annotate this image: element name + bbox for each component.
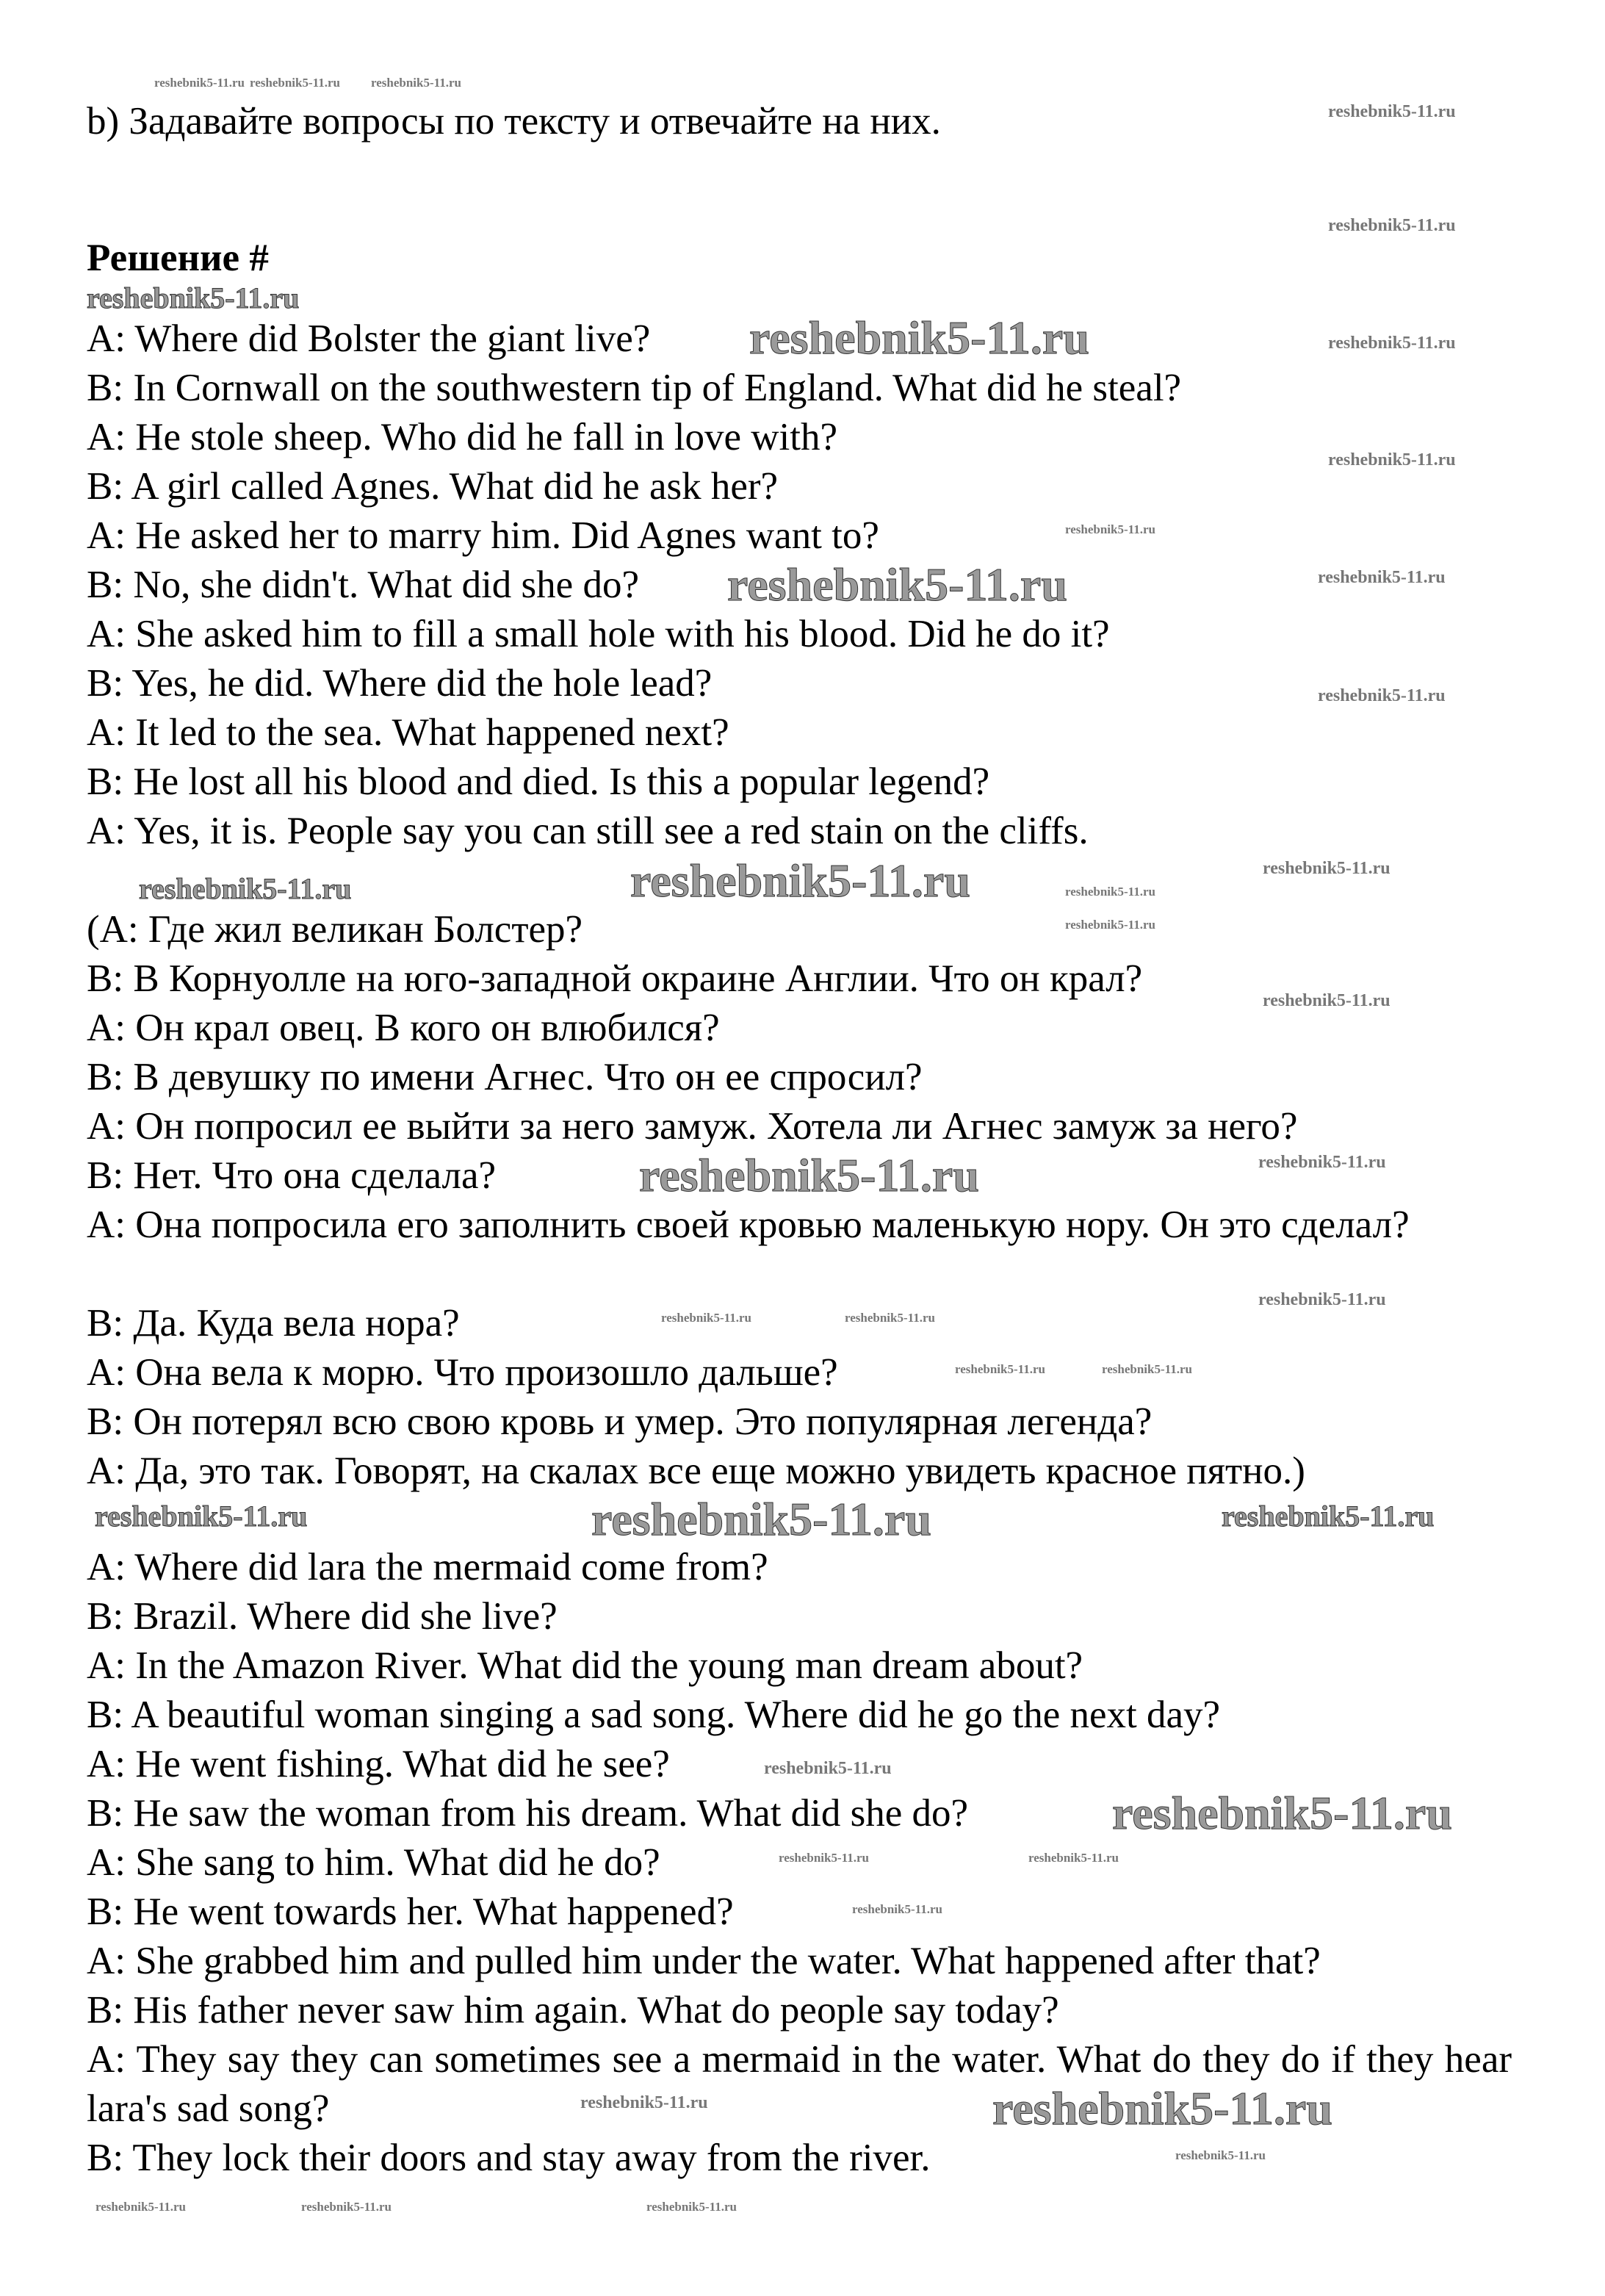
dialogue-line: В: Нет. Что она сделала?: [87, 1154, 497, 1197]
dialogue-line: A: Where did Bolster the giant live?: [87, 317, 651, 360]
dialogue-line: A: Yes, it is. People say you can still see a red stain on the cliffs.: [87, 810, 1089, 852]
dialogue-line: А: Да, это так. Говорят, на скалах все еще можно увидеть красное пятно.): [87, 1450, 1305, 1492]
task-instruction: b) Задавайте вопросы по тексту и отвечайте на них.: [87, 100, 941, 143]
watermark: reshebnik5-11.ru: [1263, 991, 1391, 1010]
watermark: reshebnik5-11.ru: [1328, 450, 1456, 469]
watermark: reshebnik5-11.ru: [1263, 859, 1391, 878]
watermark: reshebnik5-11.ru: [764, 1759, 892, 1778]
dialogue-line: A: He asked her to marry him. Did Agnes want to?: [87, 514, 879, 557]
dialogue-line: A: He stole sheep. Who did he fall in love with?: [87, 416, 837, 458]
watermark: reshebnik5-11.ru: [749, 312, 1089, 364]
dialogue-line: А: Он крал овец. В кого он влюбился?: [87, 1007, 720, 1049]
dialogue-line: B: Brazil. Where did she live?: [87, 1595, 558, 1638]
dialogue-line: (А: Где жил великан Болстер?: [87, 908, 583, 951]
dialogue-line: B: He lost all his blood and died. Is this a popular legend?: [87, 760, 990, 803]
watermark: reshebnik5-11.ru: [580, 2093, 708, 2112]
watermark: reshebnik5-11.ru: [154, 76, 245, 90]
dialogue-line: B: His father never saw him again. What do people say today?: [87, 1989, 1059, 2032]
watermark: reshebnik5-11.ru: [1318, 686, 1446, 705]
dialogue-line: A: She sang to him. What did he do?: [87, 1841, 660, 1884]
watermark: reshebnik5-11.ru: [371, 76, 461, 90]
dialogue-line: B: They lock their doors and stay away from the river.: [87, 2137, 931, 2179]
watermark: reshebnik5-11.ru: [955, 1362, 1045, 1376]
dialogue-line: B: He went towards her. What happened?: [87, 1890, 734, 1933]
watermark: reshebnik5-11.ru: [852, 1902, 942, 1916]
watermark: reshebnik5-11.ru: [139, 872, 352, 905]
dialogue-line: А: Он попросил ее выйти за него замуж. Хотела ли Агнес замуж за него?: [87, 1105, 1298, 1148]
dialogue-line: A: It led to the sea. What happened next?: [87, 711, 729, 754]
watermark: reshebnik5-11.ru: [992, 2082, 1332, 2134]
watermark: reshebnik5-11.ru: [1328, 334, 1456, 353]
dialogue-line: B: No, she didn't. What did she do?: [87, 564, 639, 606]
watermark: reshebnik5-11.ru: [301, 2200, 392, 2214]
watermark: reshebnik5-11.ru: [727, 558, 1067, 611]
solution-heading: Решение #: [87, 237, 269, 279]
watermark: reshebnik5-11.ru: [95, 1500, 308, 1533]
watermark: reshebnik5-11.ru: [1318, 568, 1446, 587]
dialogue-line: В: В Корнуолле на юго-западной окраине Англии. Что он крал?: [87, 957, 1143, 1000]
dialogue-line: A: She grabbed him and pulled him under the water. What happened after that?: [87, 1940, 1321, 1982]
dialogue-line: В: В девушку по имени Агнес. Что он ее спросил?: [87, 1056, 923, 1098]
dialogue-line: A: They say they can sometimes see a mermaid in the water. What do they do if they hear lara's sad song?: [87, 2038, 1512, 2130]
dialogue-line: B: A girl called Agnes. What did he ask her?: [87, 465, 779, 508]
dialogue-line: A: She asked him to fill a small hole with his blood. Did he do it?: [87, 613, 1110, 655]
watermark: reshebnik5-11.ru: [630, 854, 970, 907]
watermark: reshebnik5-11.ru: [661, 1311, 751, 1325]
dialogue-line: В: Он потерял всю свою кровь и умер. Это популярная легенда?: [87, 1400, 1153, 1443]
dialogue-line: В: Да. Куда вела нора?: [87, 1302, 460, 1345]
dialogue-line: A: He went fishing. What did he see?: [87, 1743, 670, 1785]
watermark: reshebnik5-11.ru: [1175, 2148, 1266, 2162]
dialogue-line: B: Yes, he did. Where did the hole lead?: [87, 662, 713, 705]
dialogue-line: А: Она вела к морю. Что произошло дальше?: [87, 1351, 838, 1394]
dialogue-line: A: Where did lara the mermaid come from?: [87, 1546, 768, 1588]
watermark: reshebnik5-11.ru: [1065, 522, 1155, 536]
watermark: reshebnik5-11.ru: [845, 1311, 935, 1325]
watermark: reshebnik5-11.ru: [1258, 1290, 1386, 1309]
watermark: reshebnik5-11.ru: [1112, 1787, 1452, 1839]
watermark: reshebnik5-11.ru: [1328, 102, 1456, 121]
watermark: reshebnik5-11.ru: [591, 1493, 931, 1545]
watermark: reshebnik5-11.ru: [1065, 885, 1155, 899]
watermark: reshebnik5-11.ru: [639, 1149, 979, 1201]
dialogue-line: А: Она попросила его заполнить своей кровью маленькую нору. Он это сделал?: [87, 1203, 1410, 1246]
watermark: reshebnik5-11.ru: [1028, 1851, 1119, 1865]
watermark: reshebnik5-11.ru: [1258, 1153, 1386, 1172]
dialogue-line: B: He saw the woman from his dream. What did she do?: [87, 1792, 969, 1835]
watermark: reshebnik5-11.ru: [1328, 216, 1456, 235]
watermark: reshebnik5-11.ru: [646, 2200, 737, 2214]
watermark: reshebnik5-11.ru: [1102, 1362, 1192, 1376]
dialogue-line: B: A beautiful woman singing a sad song. Where did he go the next day?: [87, 1694, 1221, 1736]
watermark: reshebnik5-11.ru: [87, 281, 300, 314]
watermark: reshebnik5-11.ru: [1222, 1500, 1435, 1533]
dialogue-line: B: In Cornwall on the southwestern tip of England. What did he steal?: [87, 367, 1182, 409]
watermark: reshebnik5-11.ru: [1065, 918, 1155, 932]
dialogue-line: A: In the Amazon River. What did the young man dream about?: [87, 1644, 1083, 1687]
watermark: reshebnik5-11.ru: [250, 76, 340, 90]
watermark: reshebnik5-11.ru: [95, 2200, 186, 2214]
watermark: reshebnik5-11.ru: [779, 1851, 869, 1865]
